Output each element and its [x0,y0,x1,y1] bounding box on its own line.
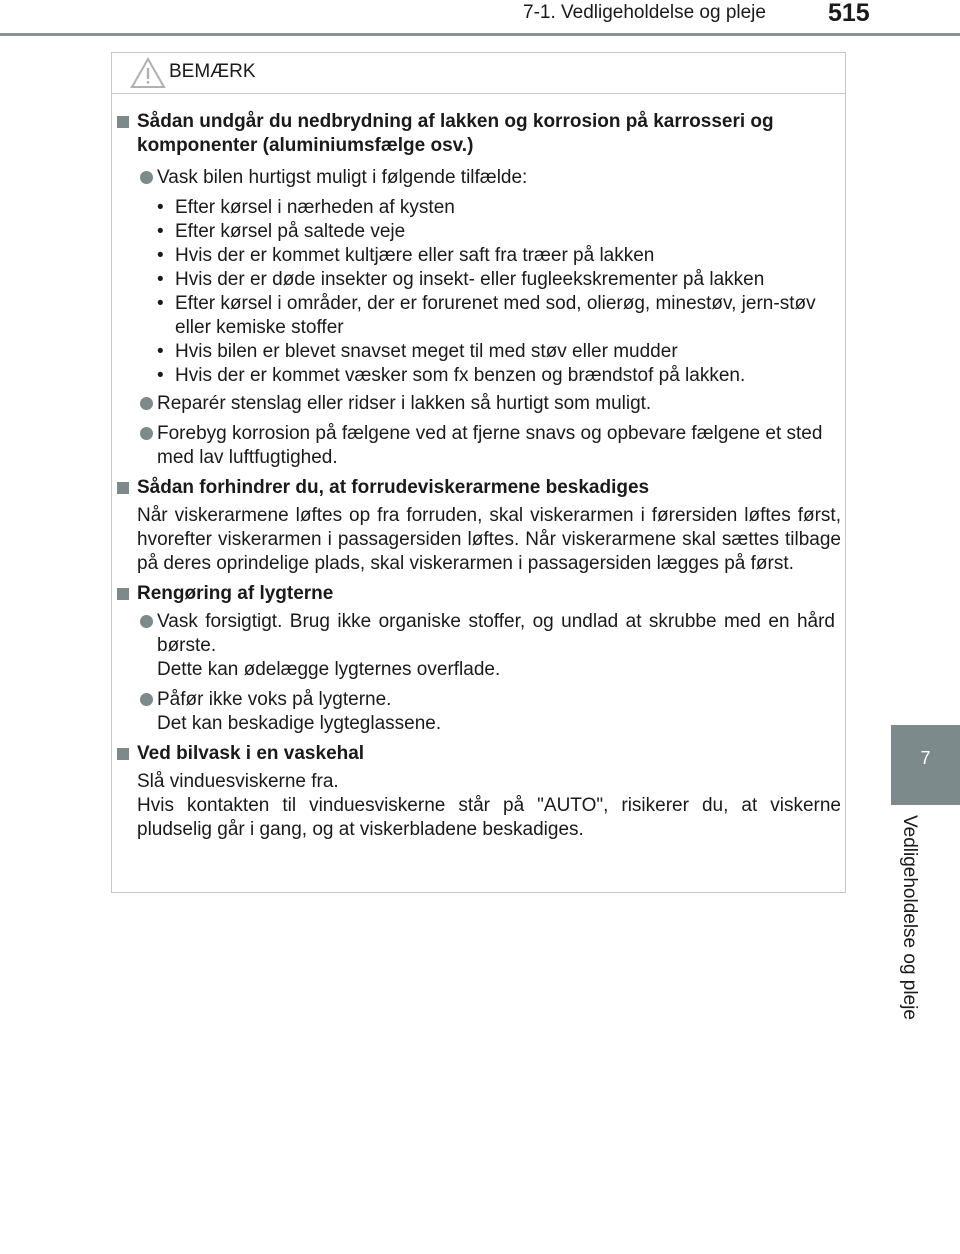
note-box [111,52,846,893]
section-paragraph: Når viskerarmene løftes op fra forruden, skal viskerarmen i førersiden løftes først, hvorefter viskerarmen i passagersiden løftes. Når viskerarmene skal sættes tilbage på deres oprindelige plads, skal viskerarmen i passagersiden lægges på først. [137,505,841,574]
bullet-text: Forebyg korrosion på fælgene ved at fjerne snavs og opbevare fælgene et sted med lav luftfugtighed. [157,423,823,468]
note-header [112,53,845,94]
bullet-dot [140,171,153,184]
bullet-extra: Det kan beskadige lygteglassene. [157,713,442,734]
section-marker [117,482,129,494]
section-marker [117,748,129,760]
bullet-text: Reparér stenslag eller ridser i lakken så hurtigt som muligt. [157,393,652,414]
bullet-dot [140,427,153,440]
note-title: BEMÆRK [169,61,256,82]
chapter-label: Vedligeholdelse og pleje [899,815,920,1020]
sub-list [157,196,835,388]
bullet-text: Vask bilen hurtigst muligt i følgende tilfælde: [157,167,528,188]
header-rule [0,33,960,36]
section-title: Rengøring af lygterne [137,583,334,604]
list-item [137,166,841,388]
section-title: Sådan forhindrer du, at forrudeviskerarmene beskadiges [137,477,650,498]
sub-list-item: • Efter kørsel i nærheden af kysten [157,196,835,220]
section-title: 7-1. Vedligeholdelse og pleje [523,2,766,23]
section-paragraph: Slå vinduesviskerne fra. [137,771,339,792]
section-marker [117,588,129,600]
note-body [112,110,847,842]
section-title: Sådan undgår du nedbrydning af lakken og korrosion på karrosseri og komponenter (aluminiumsfælge osv.) [137,111,774,156]
section-headlight-cleaning [112,582,847,736]
section-paint-corrosion [112,110,847,470]
list-item [137,392,841,416]
bullet-dot [140,397,153,410]
bullet-extra: Dette kan ødelægge lygternes overflade. [157,659,501,680]
bullet-dot [140,693,153,706]
list-item [137,610,841,682]
sub-list-item: • Hvis der er kommet væsker som fx benzen og brændstof på lakken. [157,364,835,388]
section-marker [117,116,129,128]
list-item [137,688,841,736]
chapter-number: 7 [920,748,931,768]
section-paragraph: Hvis kontakten til vinduesviskerne står på "AUTO", risikerer du, at viskerne pludselig går i gang, og at viskerbladene beskadiges. [137,795,841,840]
sub-list-item: • Efter kørsel på saltede veje [157,220,835,244]
warning-icon [130,57,166,94]
bullet-text: Påfør ikke voks på lygterne. [157,689,392,710]
chapter-tab [891,725,960,805]
sub-list-item: • Hvis der er døde insekter og insekt- eller fugleekskrementer på lakken [157,268,835,292]
section-title: Ved bilvask i en vaskehal [137,743,365,764]
page-number: 515 [828,0,870,27]
list-item [137,422,841,470]
section-wiper-arms [112,476,847,576]
sub-list-item: • Hvis der er kommet kultjære eller saft fra træer på lakken [157,244,835,268]
bullet-dot [140,615,153,628]
sub-list-item: • Efter kørsel i områder, der er forurenet med sod, olierøg, minestøv, jern-støv eller kemiske stoffer [157,292,835,340]
bullet-text: Vask forsigtigt. Brug ikke organiske stoffer, og undlad at skrubbe med en hård børste. [157,611,835,656]
sub-list-item: • Hvis bilen er blevet snavset meget til med støv eller mudder [157,340,835,364]
section-car-wash [112,742,847,842]
